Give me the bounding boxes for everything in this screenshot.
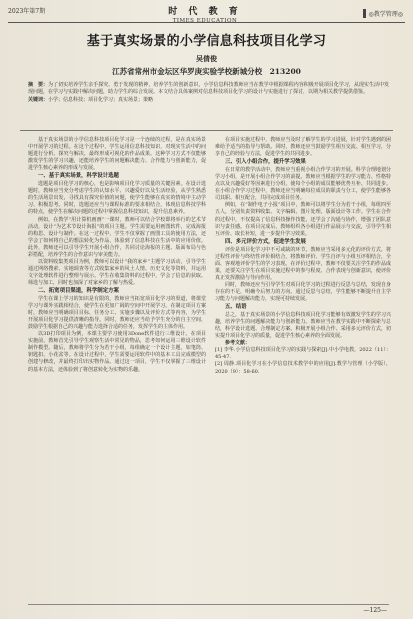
body-column-left: [28, 137, 206, 374]
abstract-text: 为了切实培养学生亲手探究、勇于发现的精神，培养学生的创新意识，小学信息科技教师应当在教学中根据课程内容积极开展项目化学习，从现实生活中发现问题，在学习与实践中解决问题，助力学生的综合发展。本文结合具体案例对信息科技项目化学习的设计与实施进行了探讨，以期为相关教学提供借鉴。: [28, 82, 389, 96]
page-number: —125—: [363, 607, 387, 614]
body-paragraph: 评价是项目化学习中不可或缺的环节。教师应当采用多元化的评价方式，将过程性评价与终结性评价相结合，将教师评价、学生自评与小组互评相结合，全面、客观地评价学生的学习表现。在评价过程中，教师不仅要关注学生的作品成果，还要关注学生在项目实施过程中的参与程度、合作表现与创新意识，使评价真正发挥激励与导向作用。: [215, 246, 391, 281]
body-paragraph: 选题是项目化学习的核心，也是影响项目化学习质量的关键因素。在设计选题时，教师应当充分考虑学生的认知水平、兴趣爱好以及生活经验，从学生熟悉的生活场景出发，寻找具有探究价值的问题，使学生能够在真实的情境中主动学习、积极思考。同时，选题还应当与课程标准的要求相结合，体现信息科技学科的特点，使学生在解决问题的过程中掌握信息科技知识，提升信息素养。: [28, 181, 206, 216]
abstract-label: 摘 要：: [28, 82, 49, 88]
body-paragraph: 在项目实施过程中，教师应当及时了解学生的学习进展，针对学生遇到的困难给予适当的指导与帮助。同时，教师还应当鼓励学生相互交流、相互学习，分享自己的经验与方法，促进学生的共同进步。: [215, 137, 391, 158]
section-heading: 五、结语: [225, 304, 247, 311]
reference-item: [2] 周静.项目化学习在小学信息技术教学中的应用[J].教学与管理（小学版），2020（9）：58-60.: [215, 361, 391, 375]
section-heading: 三、引入小组合作，提升学习效果: [225, 159, 306, 166]
abstract-paragraph: [28, 82, 389, 97]
footer-divider: [28, 604, 389, 605]
section-heading: 二、拓宽项目渠道，科学制定方案: [38, 287, 119, 294]
body-paragraph: 以资料收集类项目为例，教师可以设计“我的家乡”主题学习活动，引导学生通过网络搜索、实地调查等方式收集家乡的风土人情、历史文化等资料，并运用文字处理软件进行整理与展示。学生在收集资料的过程中，学会了信息的获取、筛选与加工，同时也加深了对家乡的了解与热爱。: [28, 258, 206, 286]
body-column-right: [215, 137, 391, 376]
issue-label: 2023年第7期: [8, 8, 46, 15]
article-author: 吴倩俊: [196, 54, 217, 63]
author-affiliation: 江苏省常州市金坛区华罗庚实验学校新城分校 213200: [112, 67, 301, 76]
body-paragraph: 以3D打印项目为例，本课主要学习使用3Done软件进行三维设计。在项目实施前，教师首先引导学生观察生活中常见的物品，思考如何运用三维设计软件制作模型。随后，教师将学生分为若干小组，每组确定一个设计主题，如笔筒、钥匙扣、小花盆等。在设计过程中，学生需要运用软件中的基本工具完成模型的创建与修改，并最终打印出实物作品。通过这一项目，学生不仅掌握了三维设计的基本方法，还体验到了将创意转化为实物的乐趣。: [28, 331, 206, 373]
section-tag: ◎教学管理◎: [363, 9, 403, 18]
masthead-english: TIMES EDUCATION: [172, 18, 238, 24]
body-paragraph: 例如，在教学“用计算机画画”一课时，教师可以结合学校即将举行的艺术节活动，设计“为艺术节设计海报”的项目主题。学生需要运用画图软件，完成海报的构思、设计与制作。在这一过程中，学生不仅掌握了画图工具的使用方法，还学会了如何将自己的想法转化为作品，体验到了信息科技在生活中的应用价值。此外，教师还可以引导学生开展小组合作，共同讨论海报的主题、版面布局与色彩搭配，培养学生的合作意识与审美能力。: [28, 216, 206, 258]
body-paragraph: 在日常的教学活动中，教师应当重视小组合作学习的开展。科学合理地划分学习小组，是开展小组合作学习的前提。教师应当根据学生的学习能力、性格特点以及兴趣爱好等因素进行分组，使每个小组的成员能够优势互补、共同进步。在小组合作学习过程中，教师还应当明确每位成员的职责与分工，使学生能够各司其职、相互配合，共同完成项目任务。: [215, 167, 391, 202]
keywords-label: 关键词：: [28, 96, 49, 103]
masthead-chinese: 时 代 教 育: [168, 7, 242, 17]
body-paragraph: 总之，基于真实场景的小学信息科技项目化学习能够有效激发学生的学习兴趣，培养学生的问题解决能力与创新能力。教师应当在教学实践中不断探索与总结，科学设计选题、合理制定方案、积极开展小组合作、采用多元评价方式，切实提升项目化学习的质量，促进学生核心素养的全面发展。: [215, 312, 391, 340]
abstract-block: [28, 82, 389, 104]
body-paragraph: 基于真实场景的小学信息科技项目化学习是一个连续的过程，是在真实场景中开展学习的过程。在这个过程中，学生运用信息科技知识，对现实生活中的问题进行分析、探究与解决，最终形成可视化的作品成果。这种学习方式不仅能够激发学生的学习兴趣，还能培养学生的问题解决能力、合作能力与创新能力，促进学生核心素养的形成与发展。: [28, 137, 206, 172]
abstract-divider: [20, 130, 393, 131]
article-title: 基于真实场景的小学信息科技项目化学习: [86, 34, 327, 49]
body-paragraph: 学生在课上学习的知识是有限的，教师应当拓宽项目化学习的渠道，将课堂学习与课外实践相结合，使学生在更加广阔的空间中开展学习。在制定项目方案时，教师应当明确项目目标、任务分工、实施步骤以及评价方式等内容，为学生开展项目化学习提供清晰的指导。同时，教师还应当给予学生充分的自主空间，鼓励学生根据自己的兴趣与能力选择合适的任务，发挥学生的主体作用。: [28, 296, 206, 331]
header-divider: [8, 22, 405, 23]
section-heading: 一、基于真实场景，科学设计选题: [38, 173, 119, 180]
section-heading: 四、多元评价方式，促进学生发展: [225, 238, 306, 245]
reference-item: [1] 李华.小学信息科技项目化学习的实践与探索[J].中小学电教，2022（11）：45-47.: [215, 347, 391, 361]
keywords-paragraph: [28, 97, 389, 104]
journal-masthead: [150, 4, 260, 24]
keywords-text: 小学；信息科技；项目化学习；真实场景；策略: [48, 96, 154, 103]
body-paragraph: 例如，在“制作电子小报”项目中，教师可以将学生分为若干小组，每组四至五人，分别负责资料收集、文字编辑、图片处理、版面设计等工作。学生在合作的过程中，不仅提高了信息科技操作技能，还学会了沟通与协作，增强了团队意识与责任感。在项目完成后，教师组织各小组进行作品展示与交流，引导学生相互评价、取长补短，进一步提升学习效果。: [215, 202, 391, 237]
body-paragraph: 同时，教师还应当引导学生对项目化学习的过程进行反思与总结，发现自身存在的不足，明确今后努力的方向。通过反思与总结，学生能够不断提升自主学习能力与问题解决能力，实现可持续发展。: [215, 281, 391, 303]
references-heading: 参考文献：: [225, 340, 251, 347]
